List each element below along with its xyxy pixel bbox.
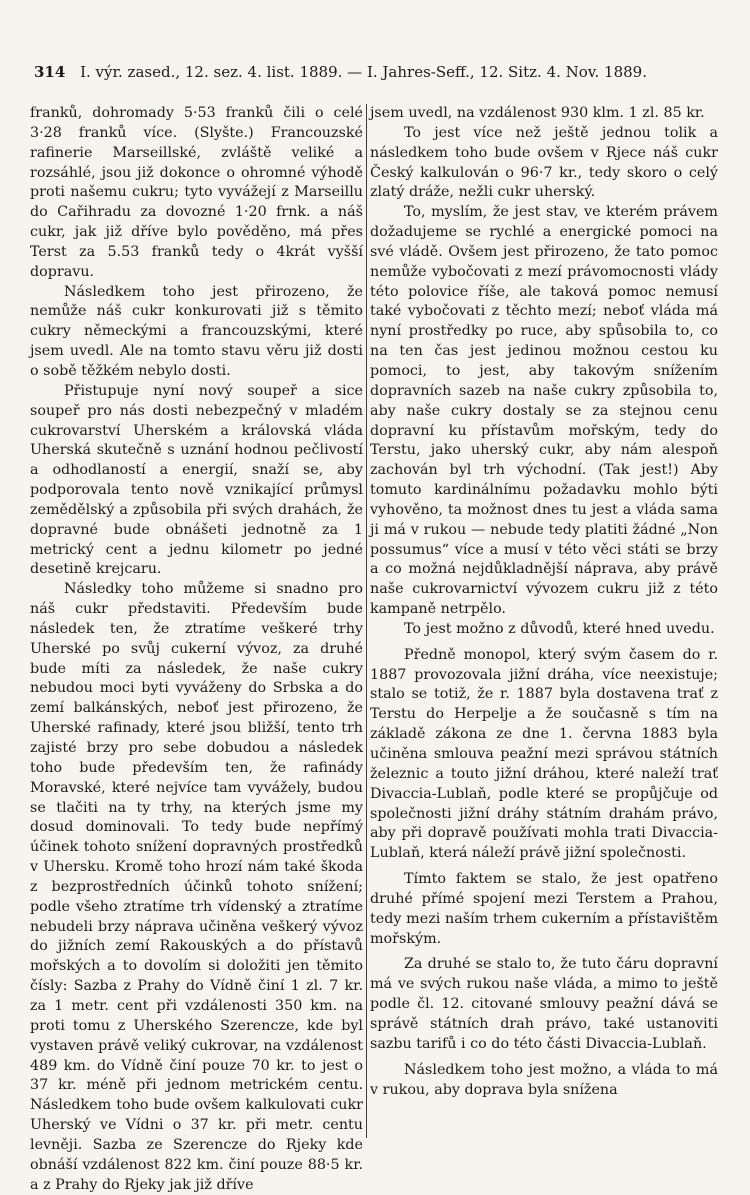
- paragraph: Následky toho můžeme si snadno pro náš cukr představiti. Především bude následek ten, že ztratíme veškeré trhy Uherské po svůj cukerní vývoz, za druhé bude míti za následek, že naše cukry nebudou moci byti vyváženy do Srbska a do zemí balkánských, neboť jest přirozeno, že Uherské rafinady, které jsou bližší, tento trh zajisté brzy pro sebe dobudou a následek toho bude především ten, že rafinády Moravské, které nejvíce tam vyvážely, budou se tlačiti na ty trhy, na kterých jsme my dosud dominovali. To tedy bude nepřímý účinek tohoto snížení dopravných prostředků v Uhersku. Kromě toho hrozí nám také škoda z bezprostředních účinků tohoto snížení; podle všeho ztratíme trh vídenský a ztratíme nebudeli brzy náprava učiněna veškerý vývoz do jižních zemí Rakouských a do přístavů mořských a to dovolím si doložiti jen těmito čísly: Sazba z Prahy do Vídně činí 1 zl. 7 kr. za 1 metr. cent při vzdálenosti 350 km. na proti tomu z Uherského Szerencze, kde byl vystaven právě veliký cukrovar, na vzdálenost 489 km. do Vídně činí pouze 70 kr. to jest o 37 kr. méně při jednom metrickém centu. Následkem toho bude ovšem kalkulovati cukr Uherský ve Vídni o 37 kr. při metr. centu levněji. Sazba ze Szerencze do Rjeky kde obnáší vzdálenost 822 km. činí pouze 88·5 kr. a z Prahy do Rjeky jak již dříve: [30, 581, 363, 1193]
- right-column: [370, 104, 718, 1100]
- paragraph: To, myslím, že jest stav, ve kterém právem dožadujeme se rychlé a energické pomoci na své vládě. Ovšem jest přirozeno, že tato pomoc nemůže vybočovati z mezí právomocnosti vlády této polovice říše, ale taková pomoc nemusí také vybočovati z těchto mezí; neboť vláda má nyní prostředky po ruce, aby spůsobila to, co na ten čas jest jedinou možnou cestou ku pomoci, to jest, aby takovým snížením dopravních sazeb na naše cukry způsobila to, aby naše cukry dostaly se za stejnou cenu dopravní ku přístavům mořským, tedy do Terstu, jako uherský cukr, aby nám alespoň zachován byl trh východní. (Tak jest!) Aby tomuto kardinálnímu požadavku mohlo býti vyhověno, ta možnost dnes tu jest a vláda sama ji má v rukou — nebude tedy platiti žádné „Non possumus“ více a musí v této věci státi se brzy a co možná nejdůkladnější náprava, aby právě naše cukrovarnictví vývozem cukru již z této kampaně netrpělo.: [370, 204, 718, 618]
- running-header: [34, 62, 714, 82]
- column-divider: [366, 104, 367, 1138]
- paragraph: Následkem toho jest možno, a vláda to má v rukou, aby doprava byla snížena: [370, 1061, 718, 1098]
- paragraph: Předně monopol, který svým časem do r. 1887 provozovala jižní dráha, více neexistuje; stalo se totiž, že r. 1887 byla dostavena trať z Terstu do Herpelje a že současně s tím na základě zákona ze dne 1. června 1883 byla učiněna smlouva peažní mezi správou státních železnic a touto jižní dráhou, které naleží trať Divaccia-Lublaň, podle které se propůjčuje od společnosti jižní dráhy státním drahám právo, aby při dopravě používati mohla trati Divaccia-Lublaň, která náleží právě jižní společnosti.: [370, 646, 718, 862]
- paragraph: Za druhé se stalo to, že tuto čáru dopravní má ve svých rukou naše vláda, a mimo to ještě podle čl. 12. citované smlouvy peažní dává se správě státních drah právo, také ustanoviti sazbu tarifů i co do této části Divaccia-Lublaň.: [370, 956, 718, 1052]
- paragraph: To jest více než ještě jednou tolik a následkem toho bude ovšem v Rjece náš cukr Český kalkulován o 96·7 kr., tedy skoro o celý zlatý dráže, nežli cukr uherský.: [370, 124, 718, 201]
- paragraph: franků, dohromady 5·53 franků čili o celé 3·28 franků více. (Slyšte.) Francouzské rafinerie Marseillské, zvláště veliké a rozsáhlé, jsou již dokonce o ohromné výhodě proti našemu cukru; tyto vyvážejí z Marseillu do Cařihradu za dovozné 1·20 frnk. a náš cukr, jak již dříve bylo pověděno, má přes Terst za 5.53 franků tedy o 4krát vyšší dopravu.: [30, 105, 363, 280]
- paragraph: Přistupuje nyní nový soupeř a sice soupeř pro nás dosti nebezpečný v mladém cukrovarství Uherském a královská vláda Uherská skutečně s uznání hodnou pečlivostí a odhodlaností a energií, snaží se, aby podporovala tento nově vznikající průmysl zemědělský a způsobila při svých drahách, že dopravné bude obnášeti jednotně za 1 metrický cent a jednu kilometr po jedné desetině krejcaru.: [30, 382, 363, 578]
- paragraph: jsem uvedl, na vzdálenost 930 klm. 1 zl. 85 kr.: [370, 105, 705, 121]
- page-number: 314: [34, 63, 66, 81]
- running-title: I. výr. zased., 12. sez. 4. list. 1889. — I. Jahres-Seff., 12. Sitz. 4. Nov. 1889.: [80, 63, 647, 81]
- paragraph: Tímto faktem se stalo, že jest opatřeno druhé přímé spojení mezi Terstem a Prahou, tedy mezi naším trhem cukerním a přístavištěm mořským.: [370, 871, 718, 947]
- left-column: [30, 104, 363, 1195]
- paragraph: Následkem toho jest přirozeno, že nemůže náš cukr konkurovati již s těmito cukry německými a francouzskými, které jsem uvedl. Ale na tomto stavu věru již dosti o sobě těžkém nebylo dosti.: [30, 283, 363, 379]
- paragraph: To jest možno z důvodů, které hned uvedu.: [404, 620, 715, 637]
